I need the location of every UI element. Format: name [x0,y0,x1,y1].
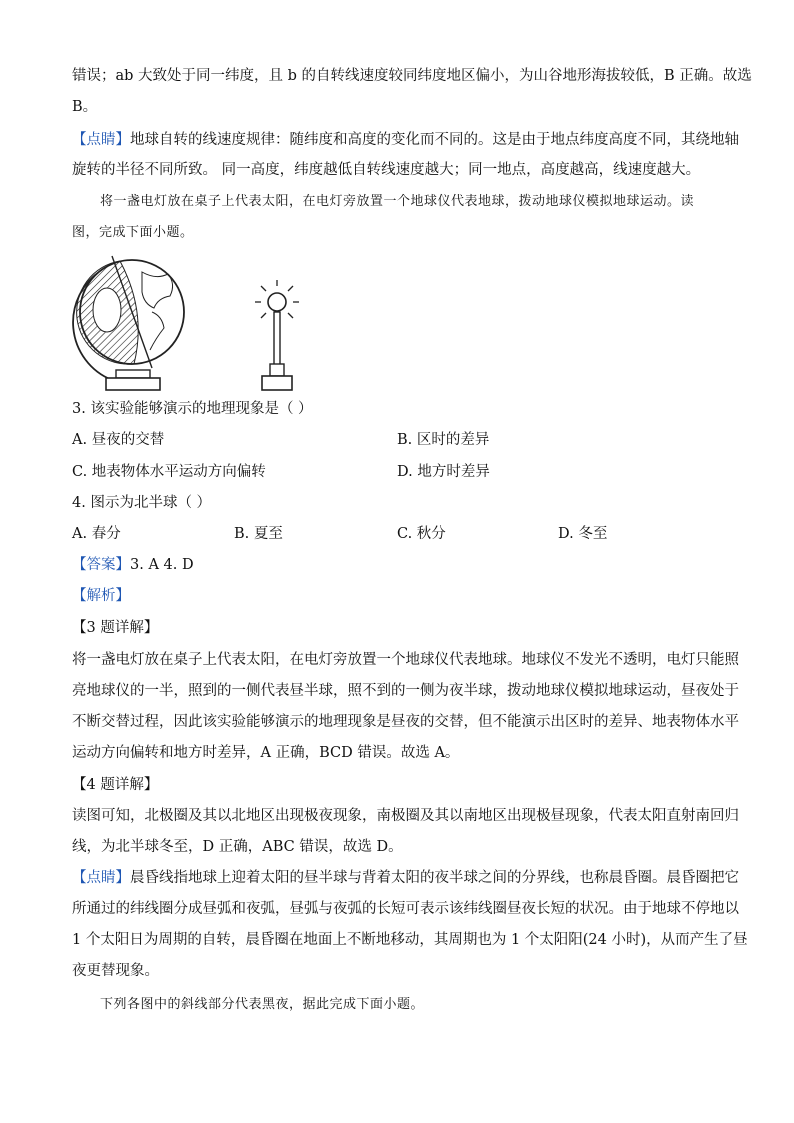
detail-3-tag: 【3 题详解】 [72,620,159,636]
q4-option-a: A. 春分 [72,526,121,542]
q3-option-c: C. 地表物体水平运动方向偏转 [72,464,266,480]
q4-option-d: D. 冬至 [558,526,608,542]
globe-icon [73,256,184,390]
outro-line: 下列各图中的斜线部分代表黑夜，据此完成下面小题。 [100,997,425,1012]
q3-option-a: A. 昼夜的交替 [72,432,165,448]
paragraph-line: 不断交替过程，因此该实验能够演示的地理现象是昼夜的交替，但不能演示出区时的差异、地表物体水平 [72,714,739,730]
q4-option-b: B. 夏至 [234,526,283,542]
paragraph-line: 运动方向偏转和地方时差异，A 正确，BCD 错误。故选 A。 [72,745,460,761]
dianjing-tag: 【点睛】 [72,132,130,148]
paragraph-line: 错误；ab 大致处于同一纬度，且 b 的自转线速度较同纬度地区偏小，为山谷地形海拔较低，B 正确。故选 [72,68,752,84]
q4-option-c: C. 秋分 [397,526,446,542]
paragraph-line: 亮地球仪的一半，照到的一侧代表昼半球，照不到的一侧为夜半球，拨动地球仪模拟地球运动，昼夜处于 [72,683,739,699]
dianjing-line: 【点睛】晨昏线指地球上迎着太阳的昼半球与背着太阳的夜半球之间的分界线，也称晨昏圈。晨昏圈把它 [72,870,739,886]
q3-option-d: D. 地方时差异 [397,464,490,480]
question-4-stem: 4. 图示为北半球（ ） [72,495,212,511]
answer-tag: 【答案】 [72,557,130,573]
paragraph-line: 将一盏电灯放在桌子上代表太阳，在电灯旁放置一个地球仪代表地球。地球仪不发光不透明，电灯只能照 [72,652,739,668]
q3-option-b: B. 区时的差异 [397,432,490,448]
detail-4-tag: 【4 题详解】 [72,777,159,793]
lamp-icon [255,280,299,390]
answer-text: 3. A 4. D [130,557,194,573]
globe-lamp-figure [72,252,322,392]
paragraph-line: 所通过的纬线圈分成昼弧和夜弧，昼弧与夜弧的长短可表示该纬线圈昼夜长短的状况。由于地球不停地以 [72,901,739,917]
paragraph-line: 夜更替现象。 [72,963,159,979]
dianjing-line: 【点睛】地球自转的线速度规律：随纬度和高度的变化而不同的。这是由于地点纬度高度不同，其绕地轴 [72,132,739,148]
paragraph-line: 线，为北半球冬至，D 正确，ABC 错误，故选 D。 [72,839,403,855]
question-3-stem: 3. 该实验能够演示的地理现象是（ ） [72,401,313,417]
paragraph-line: B。 [72,99,98,115]
dianjing-tag: 【点睛】 [72,870,130,886]
paragraph-line: 1 个太阳日为周期的自转，晨昏圈在地面上不断地移动，其周期也为 1 个太阳阳(24 小时)，从而产生了昼 [72,932,748,948]
intro-line: 将一盏电灯放在桌子上代表太阳，在电灯旁放置一个地球仪代表地球，拨动地球仪模拟地球运动。读 [100,194,695,209]
paragraph-line: 读图可知，北极圈及其以北地区出现极夜现象，南极圈及其以南地区出现极昼现象，代表太阳直射南回归 [72,808,739,824]
jiexi-tag: 【解析】 [72,588,130,604]
intro-line: 图，完成下面小题。 [72,225,194,240]
answer-line [72,555,194,575]
paragraph-line: 旋转的半径不同所致。 同一高度，纬度越低自转线速度越大；同一地点，高度越高，线速度越大。 [72,162,701,178]
